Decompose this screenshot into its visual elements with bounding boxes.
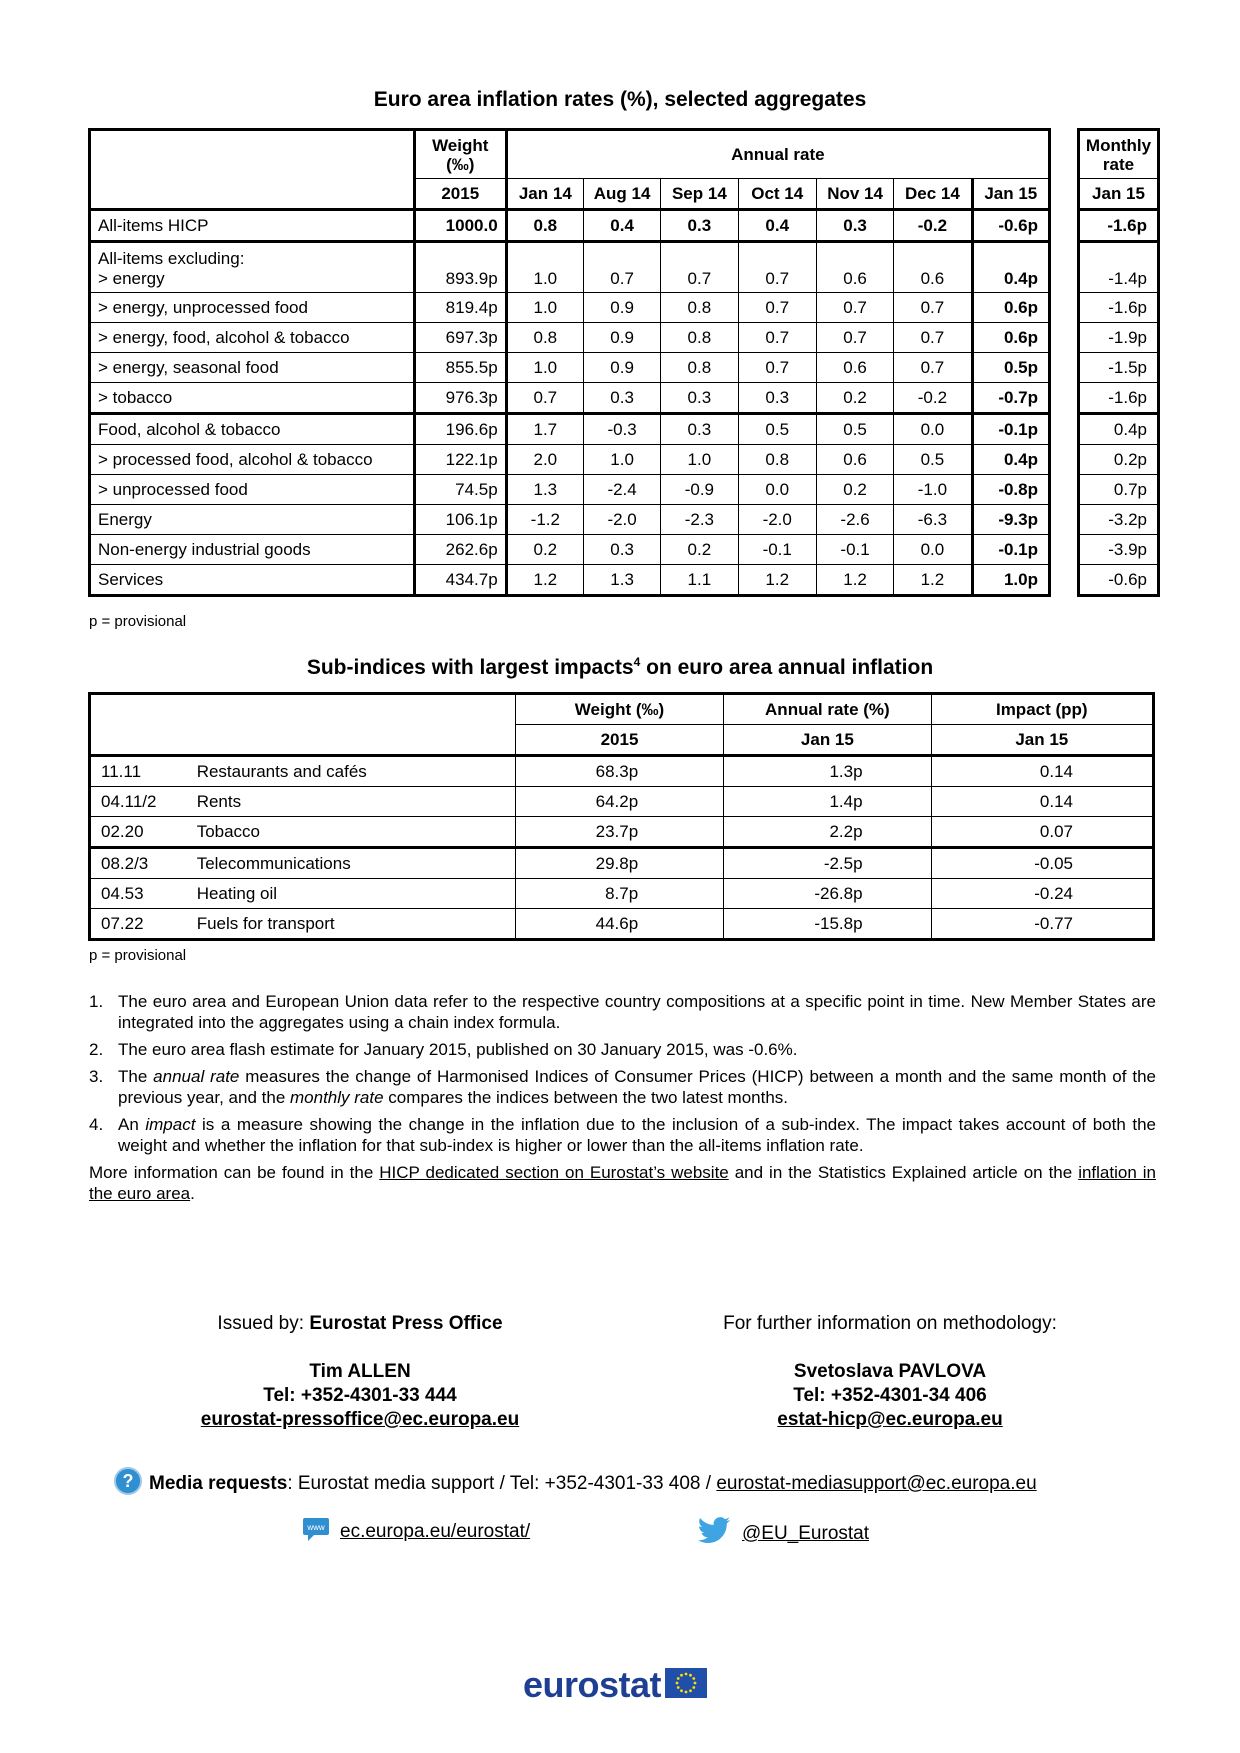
row-label: Non-energy industrial goods <box>90 535 415 565</box>
monthly-cell: -1.6p <box>1079 293 1159 323</box>
footnote: 2. The euro area flash estimate for January 2015, published on 30 January 2015, was -0.6%. <box>89 1040 798 1059</box>
rate-cell: -6.3 <box>894 505 972 535</box>
rate-cell: 1.0 <box>583 445 660 475</box>
rate-cell: 1.0 <box>506 293 583 323</box>
name-cell: Telecommunications <box>190 848 516 879</box>
annual-cell: 2.2p <box>724 817 931 848</box>
code-cell: 04.53 <box>90 879 190 909</box>
rate-cell: 0.9 <box>583 323 660 353</box>
weight-header: Weight (‰) <box>515 694 723 725</box>
monthly-row <box>1079 210 1159 242</box>
rate-cell: -2.0 <box>738 505 816 535</box>
flag-star <box>685 1690 688 1693</box>
rate-cell: 0.4p <box>972 445 1049 475</box>
code-cell: 04.11/2 <box>90 787 190 817</box>
rate-cell: 0.4p <box>972 242 1049 293</box>
table1-title: Euro area inflation rates (%), selected aggregates <box>373 88 867 111</box>
weight-cell: 122.1p <box>414 445 506 475</box>
monthly-row <box>1079 242 1159 293</box>
row-label: Energy <box>90 505 415 535</box>
flag-star <box>676 1681 679 1684</box>
rate-cell: 2.0 <box>506 445 583 475</box>
rate-cell: 0.0 <box>738 475 816 505</box>
monthly-cell: 0.2p <box>1079 445 1159 475</box>
eurostat-logo <box>523 1664 707 1706</box>
rate-cell: 0.4 <box>738 210 816 242</box>
rate-cell: 0.5 <box>894 445 972 475</box>
rate-cell: 0.8 <box>738 445 816 475</box>
row-label: > energy, seasonal food <box>90 353 415 383</box>
rate-cell: 0.8 <box>661 293 738 323</box>
weight-cell: 262.6p <box>414 535 506 565</box>
weight-cell: 23.7p <box>515 817 723 848</box>
annual-header: Annual rate (%) <box>724 694 931 725</box>
corner-cell <box>90 130 415 179</box>
flag-star <box>677 1686 680 1689</box>
code-cell: 02.20 <box>90 817 190 848</box>
rate-cell: 0.7 <box>894 323 972 353</box>
month-header: Sep 14 <box>661 179 738 210</box>
table-row <box>90 210 1050 242</box>
monthly-cell: -3.9p <box>1079 535 1159 565</box>
rate-cell: 0.8 <box>661 353 738 383</box>
flag-star <box>677 1677 680 1680</box>
rate-cell: 0.3 <box>738 383 816 414</box>
weight-cell: 29.8p <box>515 848 723 879</box>
footnote: 4. An impact is a measure showing the change in the inflation due to the inclusion of a sub-index. The impact takes account of both the weight and whether the inflation for that sub-index is higher or lower than the all-items inflation rate. <box>89 1115 1156 1155</box>
table-row <box>90 293 1050 323</box>
impact-cell: 0.07 <box>931 817 1153 848</box>
flag-star <box>694 1681 697 1684</box>
rate-cell: 0.5 <box>816 414 893 445</box>
rate-cell: -0.1p <box>972 414 1049 445</box>
rate-cell: 0.2 <box>661 535 738 565</box>
weight-cell: 976.3p <box>414 383 506 414</box>
inflation-article-link[interactable]: inflation in the euro area <box>89 1163 1156 1203</box>
rate-cell: 0.7 <box>816 293 893 323</box>
rate-cell: -0.2 <box>894 383 972 414</box>
provisional-note-2: p = provisional <box>89 947 187 964</box>
rate-cell: 1.3 <box>583 565 660 596</box>
table-row <box>90 475 1050 505</box>
svg-text:www: www <box>307 1523 325 1532</box>
month-header: Nov 14 <box>816 179 893 210</box>
weight-cell: 106.1p <box>414 505 506 535</box>
rate-cell: 0.6 <box>894 242 972 293</box>
name-cell: Fuels for transport <box>190 909 516 940</box>
rate-cell: 0.6 <box>816 445 893 475</box>
impact-cell: -0.05 <box>931 848 1153 879</box>
rate-cell: -0.6p <box>972 210 1049 242</box>
monthly-cell: 0.4p <box>1079 414 1159 445</box>
rate-cell: 0.8 <box>661 323 738 353</box>
rate-cell: 1.2 <box>506 565 583 596</box>
rate-cell: 0.4 <box>583 210 660 242</box>
row-label: > energy, food, alcohol & tobacco <box>90 323 415 353</box>
footnote: 1. The euro area and European Union data refer to the respective country compositions at a specific point in time. New Member States are integrated into the aggregates using a chain index formula. <box>89 992 1156 1032</box>
rate-cell: -2.3 <box>661 505 738 535</box>
rate-cell: 1.0 <box>506 353 583 383</box>
rate-cell: 0.9 <box>583 353 660 383</box>
monthly-row <box>1079 475 1159 505</box>
name-cell: Restaurants and cafés <box>190 756 516 787</box>
monthly-rate-table <box>1077 128 1160 597</box>
name-cell: Rents <box>190 787 516 817</box>
month-header: Jan 15 <box>972 179 1049 210</box>
table-row <box>90 909 1154 940</box>
name-cell: Heating oil <box>190 879 516 909</box>
rate-cell: -0.1 <box>738 535 816 565</box>
flag-star <box>680 1673 683 1676</box>
monthly-row <box>1079 323 1159 353</box>
rate-cell: 0.6 <box>816 242 893 293</box>
flag-star <box>685 1672 688 1675</box>
media-requests: ? Media requests: Eurostat media support / Tel: +352-4301-33 408 / eurostat-mediasupport@ec.europa.eu <box>113 1466 1037 1502</box>
table-row <box>90 414 1050 445</box>
logo-wordmark: eurostat <box>523 1664 662 1705</box>
rate-cell: 1.2 <box>738 565 816 596</box>
weight-year: 2015 <box>515 725 723 756</box>
rate-cell: 0.6p <box>972 323 1049 353</box>
rate-cell: 0.7 <box>894 293 972 323</box>
rate-cell: 0.5p <box>972 353 1049 383</box>
rate-cell: 1.3 <box>506 475 583 505</box>
row-label: Services <box>90 565 415 596</box>
weight-header: Weight (‰) <box>414 130 506 179</box>
rate-cell: -0.8p <box>972 475 1049 505</box>
weight-cell: 196.6p <box>414 414 506 445</box>
row-label: All-items excluding: > energy <box>90 242 415 293</box>
rate-cell: 0.3 <box>583 535 660 565</box>
weight-cell: 64.2p <box>515 787 723 817</box>
code-cell: 07.22 <box>90 909 190 940</box>
impact-cell: 0.14 <box>931 756 1153 787</box>
twitter-bird-icon <box>696 1516 732 1552</box>
website-link-row <box>302 1516 530 1548</box>
table-row <box>90 353 1050 383</box>
rate-cell: 1.7 <box>506 414 583 445</box>
rate-cell: -0.1 <box>816 535 893 565</box>
rate-cell: 0.7 <box>738 293 816 323</box>
rate-cell: -2.0 <box>583 505 660 535</box>
twitter-link[interactable]: @EU_Eurostat <box>742 1523 870 1544</box>
rate-cell: 0.9 <box>583 293 660 323</box>
annual-cell: 1.3p <box>724 756 931 787</box>
rate-cell: 0.2 <box>816 475 893 505</box>
monthly-row <box>1079 414 1159 445</box>
code-cell: 08.2/3 <box>90 848 190 879</box>
press-office-contact: Issued by: Eurostat Press Office Tim ALLEN Tel: +352-4301-33 444 eurostat-pressoffice@ec.europa.eu <box>200 1313 520 1430</box>
rate-cell: 0.7 <box>661 242 738 293</box>
month-header: Oct 14 <box>738 179 816 210</box>
monthly-row <box>1079 535 1159 565</box>
monthly-cell: -1.6p <box>1079 383 1159 414</box>
rate-cell: 0.0 <box>894 535 972 565</box>
svg-text:?: ? <box>122 1471 134 1491</box>
table-row <box>90 848 1154 879</box>
flag-star <box>692 1686 695 1689</box>
impact-header: Impact (pp) <box>931 694 1153 725</box>
rate-cell: 1.2 <box>816 565 893 596</box>
rate-cell: 1.0 <box>506 242 583 293</box>
corner-cell-lower <box>90 179 415 210</box>
rate-cell: 0.7 <box>738 353 816 383</box>
weight-cell: 697.3p <box>414 323 506 353</box>
table-row <box>90 383 1050 414</box>
rate-cell: -0.2 <box>894 210 972 242</box>
monthly-cell: -1.6p <box>1079 210 1159 242</box>
impact-cell: -0.24 <box>931 879 1153 909</box>
row-label: > processed food, alcohol & tobacco <box>90 445 415 475</box>
rate-cell: 0.0 <box>894 414 972 445</box>
rate-cell: -9.3p <box>972 505 1049 535</box>
table-row <box>90 445 1050 475</box>
impact-month: Jan 15 <box>931 725 1153 756</box>
eurostat-website-link[interactable]: ec.europa.eu/eurostat/ <box>340 1521 531 1542</box>
excluding-label: All-items excluding: <box>98 249 245 268</box>
annual-cell: -26.8p <box>724 879 931 909</box>
monthly-cell: -1.4p <box>1079 242 1159 293</box>
footnotes <box>89 991 1156 1204</box>
footnote: 3. The annual rate measures the change of Harmonised Indices of Consumer Prices (HICP) between a month and the same month of the previous year, and the monthly rate compares the indices between the two latest months. <box>89 1067 1156 1107</box>
eu-flag-icon <box>665 1668 707 1703</box>
impact-cell: -0.77 <box>931 909 1153 940</box>
rate-cell: 0.2 <box>816 383 893 414</box>
row-label: All-items HICP <box>90 210 415 242</box>
rate-cell: 0.7 <box>816 323 893 353</box>
monthly-cell: 0.7p <box>1079 475 1159 505</box>
weight-cell: 819.4p <box>414 293 506 323</box>
month-header: Jan 14 <box>506 179 583 210</box>
rate-cell: 1.1 <box>661 565 738 596</box>
monthly-month-header: Jan 15 <box>1079 179 1159 210</box>
methodology-contact: For further information on methodology: Svetoslava PAVLOVA Tel: +352-4301-34 406 estat-hicp@ec.europa.eu <box>723 1313 1057 1430</box>
rate-cell: 0.3 <box>583 383 660 414</box>
name-cell: Tobacco <box>190 817 516 848</box>
flag-star <box>692 1677 695 1680</box>
monthly-row <box>1079 293 1159 323</box>
rate-cell: 0.6p <box>972 293 1049 323</box>
weight-cell: 68.3p <box>515 756 723 787</box>
monthly-cell: -1.5p <box>1079 353 1159 383</box>
rate-cell: -2.4 <box>583 475 660 505</box>
rate-cell: -0.3 <box>583 414 660 445</box>
hicp-section-link[interactable]: HICP dedicated section on Eurostat’s website <box>379 1163 729 1182</box>
web-icon <box>302 1516 330 1548</box>
flag-star <box>689 1689 692 1692</box>
flag-star <box>680 1689 683 1692</box>
weight-cell: 8.7p <box>515 879 723 909</box>
rate-cell: 0.5 <box>738 414 816 445</box>
rate-cell: 0.8 <box>506 323 583 353</box>
table-row <box>90 535 1050 565</box>
rate-cell: -1.2 <box>506 505 583 535</box>
monthly-cell: -0.6p <box>1079 565 1159 596</box>
rate-cell: -1.0 <box>894 475 972 505</box>
monthly-row <box>1079 383 1159 414</box>
weight-cell: 893.9p <box>414 242 506 293</box>
table2-title: Sub-indices with largest impacts$^4$ on euro area annual inflation <box>306 655 934 679</box>
weight-cell: 1000.0 <box>414 210 506 242</box>
question-icon <box>113 1466 143 1502</box>
annual-rate-header: Annual rate <box>506 130 1049 179</box>
table-row <box>90 323 1050 353</box>
rate-cell: 0.6 <box>816 353 893 383</box>
methodology-email-link[interactable]: estat-hicp@ec.europa.eu <box>777 1409 1003 1430</box>
row-label: > energy, unprocessed food <box>90 293 415 323</box>
rate-cell: -0.1p <box>972 535 1049 565</box>
monthly-row <box>1079 353 1159 383</box>
rate-cell: 0.7 <box>506 383 583 414</box>
inflation-table <box>88 128 1051 597</box>
table-row <box>90 565 1050 596</box>
twitter-link-row <box>696 1516 869 1552</box>
table-row <box>90 242 1050 293</box>
rate-cell: 0.8 <box>506 210 583 242</box>
weight-cell: 74.5p <box>414 475 506 505</box>
row-label: > unprocessed food <box>90 475 415 505</box>
code-cell: 11.11 <box>90 756 190 787</box>
monthly-row <box>1079 505 1159 535</box>
rate-cell: -0.9 <box>661 475 738 505</box>
monthly-rate-header: Monthly rate <box>1079 130 1159 179</box>
monthly-cell: -3.2p <box>1079 505 1159 535</box>
month-header: Aug 14 <box>583 179 660 210</box>
month-header: Dec 14 <box>894 179 972 210</box>
rate-cell: 0.3 <box>661 383 738 414</box>
weight-year: 2015 <box>414 179 506 210</box>
rate-cell: 0.3 <box>816 210 893 242</box>
rate-cell: 0.3 <box>661 414 738 445</box>
corner-cell <box>90 694 516 725</box>
annual-cell: 1.4p <box>724 787 931 817</box>
rate-cell: 1.0p <box>972 565 1049 596</box>
annual-month: Jan 15 <box>724 725 931 756</box>
rate-cell: -2.6 <box>816 505 893 535</box>
table-row <box>90 787 1154 817</box>
row-label: > tobacco <box>90 383 415 414</box>
rate-cell: 0.7 <box>738 323 816 353</box>
table-row <box>90 879 1154 909</box>
table-row <box>90 817 1154 848</box>
rate-cell: 0.7 <box>894 353 972 383</box>
impact-cell: 0.14 <box>931 787 1153 817</box>
sub-indices-table <box>88 692 1155 941</box>
table-row <box>90 756 1154 787</box>
weight-cell: 44.6p <box>515 909 723 940</box>
rate-cell: 0.7 <box>738 242 816 293</box>
rate-cell: 0.2 <box>506 535 583 565</box>
annual-cell: -2.5p <box>724 848 931 879</box>
media-support-email-link[interactable]: eurostat-mediasupport@ec.europa.eu <box>716 1473 1037 1494</box>
weight-cell: 434.7p <box>414 565 506 596</box>
monthly-row <box>1079 565 1159 596</box>
row-label: Food, alcohol & tobacco <box>90 414 415 445</box>
provisional-note: p = provisional <box>89 613 187 630</box>
rate-cell: -0.7p <box>972 383 1049 414</box>
monthly-row <box>1079 445 1159 475</box>
rate-cell: 1.0 <box>661 445 738 475</box>
more-info: More information can be found in the HICP dedicated section on Eurostat’s website and in the Statistics Explained article on the inflation in the euro area. <box>89 1163 1156 1203</box>
rate-cell: 0.3 <box>661 210 738 242</box>
monthly-cell: -1.9p <box>1079 323 1159 353</box>
flag-star <box>689 1673 692 1676</box>
rate-cell: 0.7 <box>583 242 660 293</box>
press-office-email-link[interactable]: eurostat-pressoffice@ec.europa.eu <box>200 1409 520 1430</box>
weight-cell: 855.5p <box>414 353 506 383</box>
corner-cell-lower <box>90 725 516 756</box>
rate-cell: 1.2 <box>894 565 972 596</box>
annual-cell: -15.8p <box>724 909 931 940</box>
table-row <box>90 505 1050 535</box>
